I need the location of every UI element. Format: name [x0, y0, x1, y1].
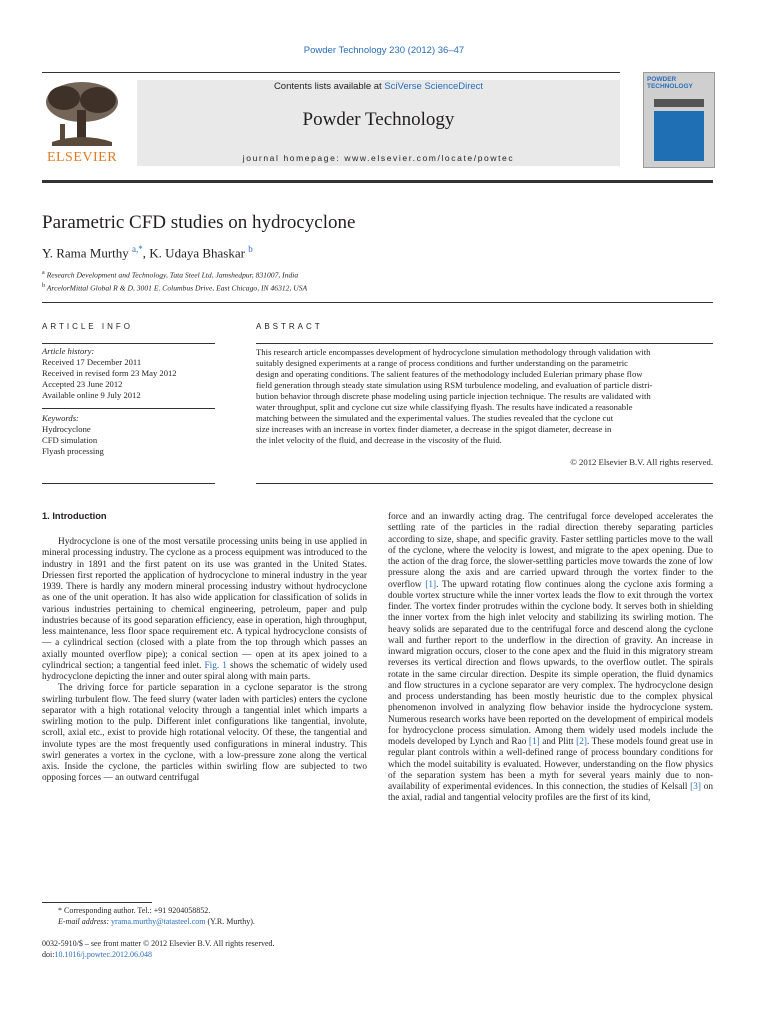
divider: [42, 302, 713, 303]
keyword: CFD simulation: [42, 435, 98, 445]
affiliation-a: Research Development and Technology, Tata Steel Ltd, Jamshedpur, 831007, India: [46, 270, 299, 280]
author-line: [42, 244, 253, 261]
cover-title-line: POWDER: [647, 76, 677, 83]
issn-line: 0032-5910/$ – see front matter © 2012 Elsevier B.V. All rights reserved.: [42, 939, 275, 948]
copyright: © 2012 Elsevier B.V. All rights reserved.: [570, 457, 713, 467]
body-column-right: [388, 512, 713, 805]
divider: [256, 483, 713, 484]
email-link[interactable]: yrama.murthy@tatasteel.com: [111, 916, 206, 926]
figure-link[interactable]: Fig. 1: [204, 660, 227, 671]
article-history: [42, 346, 177, 401]
paragraph: [42, 537, 367, 683]
author-name: , K. Udaya Bhaskar: [142, 245, 245, 261]
abstract-line: field generation through steady state simulation using RSM turbulence modeling, and evaluation of particle distri-: [256, 380, 653, 391]
history-item: Received 17 December 2011: [42, 357, 142, 367]
paragraph-text: shows the schematic of widely used hydrocyclone depicting the inner and outer spiral along with main parts.: [42, 660, 368, 682]
reference-link[interactable]: [3]: [690, 782, 702, 792]
abstract-line: suitably designed experiments at a range of process conditions and further understanding on the parametric: [256, 358, 628, 369]
header-bottom-rule: [42, 180, 713, 183]
abstract-line: matching between the simulated and the experimental values. The studies revealed that the cyclone cut: [256, 413, 614, 424]
footnote: [42, 906, 255, 927]
keywords-label: Keywords:: [42, 413, 79, 423]
abstract-line: size increases with an increase in vortex finder diameter, a decrease in the spigot diameter, decrease in: [256, 424, 612, 435]
body-column-left: [42, 537, 367, 785]
divider: [256, 343, 713, 344]
doi-label: doi:: [42, 950, 55, 959]
affiliations: $^a$ Research Development and Technology, Tata Steel Ltd, Jamshedpur, 831007, India $^b$ ArcelorMittal Global R & D, 3001 E. Columbus Drive, East Chicago, IN 46312, USA: [42, 270, 308, 293]
email-label: E-mail address:: [58, 916, 112, 926]
contents-line: [137, 81, 620, 92]
paragraph-text: . The upward rotating flow continues along the cyclone axis forming a double vortex structure while the inner vortex leads the flow to exit through the vortex finder. The vortex finder protrudes within the cyclone body. It serves both in shielding the inner vortex from the high inlet velocity and stabilizing its swirling motion. The heavy solids are separated due to the centrifugal force and descend along the cyclone wall and further report to the underflow in the direction of gravity. An increase in inward migration occurs, closer to the cone apex and the fluid in this migratory stream reverses its vertical direction and flows upwards, to the overflow outlet. The spirals rotate in the same circular direction. Despite its simple operation, the fluid dynamics and flow structures in a cyclone separator are very complex. The hydrocyclone design and process understanding has been mostly heuristic due to the complex physical phenomenon involved in analyzing flow behavior inside the hydrocyclone system. Numerous research works have been reported on the development of empirical models for hydrocyclone process simulation. Among them widely used models include the models developed by Lynch and Rao: [388, 579, 713, 747]
author-name: Y. Rama Murthy: [42, 245, 129, 261]
doi-link[interactable]: 10.1016/j.powtec.2012.06.048: [54, 950, 152, 959]
elsevier-wordmark: ELSEVIER: [46, 150, 118, 165]
abstract-line: This research article encompasses development of hydrocyclone simulation methodology through validation with: [256, 347, 651, 357]
journal-homepage[interactable]: journal homepage: www.elsevier.com/locate/powtec: [242, 153, 515, 163]
header-top-rule: [42, 72, 620, 73]
divider: [42, 408, 215, 409]
author-affiliation-marker[interactable]: a,*: [132, 244, 143, 254]
contents-prefix: Contents lists available at: [273, 81, 385, 92]
paragraph-text: on the axial, radial and tangential velocity profiles are the first of its kind,: [388, 782, 713, 804]
corresponding-author: * Corresponding author. Tel.: +91 9204058852.: [58, 906, 211, 915]
reference-link[interactable]: [1]: [425, 579, 437, 590]
elsevier-logo: [42, 80, 122, 165]
paragraph: [388, 512, 713, 805]
journal-cover-thumbnail: [643, 72, 715, 168]
abstract-line: bution behavior through discrete phase modeling using particle injection technique. The results are validated with: [256, 391, 651, 402]
paragraph: The driving force for particle separation in a cyclone separator is the strong swirling turbulent flow. The feed slurry (water laden with particles) enters the cyclone separator with a high rotational velocity through a tangential inlet which imparts a swirling motion to the pulp. Different inlet configurations like tangential, involute, scroll, axial etc., exist to provide high rotational velocity. Of these, the tangential and involute types are the most frequently used configurations in mineral industry. This swirl generates a vortex in the cyclone, with a low-pressure zone along the vertical axis. Inside the cyclone, the particles within swirling flow are subjected to two opposing forces — an outward centrifugal: [42, 683, 367, 784]
history-label: Article history:: [42, 346, 95, 356]
sciencedirect-link[interactable]: SciVerse ScienceDirect: [384, 81, 484, 92]
divider: [42, 483, 215, 484]
section-heading-introduction: 1. Introduction: [42, 511, 107, 521]
abstract-line: the inlet velocity of the fluid, and decrease in the viscosity of the fluid.: [256, 435, 502, 446]
article-title: Parametric CFD studies on hydrocyclone: [42, 212, 356, 233]
paragraph-text: . These models found great use in regular plant controls within a well-defined range of process boundary conditions for which the model suitability is evaluated. However, understanding on the flow physics of the separation system has been a myth for several years mainly due to non-availability of experimental evidences. In this connection, the studies of Kelsall: [388, 737, 713, 792]
paragraph-text: and Plitt: [539, 737, 577, 747]
email-suffix: (Y.R. Murthy).: [205, 916, 255, 926]
affiliation-b: ArcelorMittal Global R & D, 3001 E. Columbus Drive, East Chicago, IN 46312, USA: [46, 283, 308, 293]
footnote-rule: [42, 902, 152, 903]
article-info-heading: ARTICLE INFO: [42, 322, 133, 331]
journal-title: Powder Technology: [302, 109, 455, 130]
reference-link[interactable]: [1]: [528, 737, 540, 747]
abstract-heading: ABSTRACT: [256, 322, 323, 331]
paragraph-text: Hydrocyclone is one of the most versatile processing units being in use applied in mineral processing industry. The cyclone as a process equipment was introduced to the industry in 1891 and the first patent on its use was granted in the United States. Driessen first reported the application of hydrocyclone to mineral industry in the year 1939. There is hardly any modern mineral processing industry without hydrocyclone as one of the unit operation. It has also wide application for classification of solids in various industries pertaining to chemical engineering, petroleum, paper and pulp industries because of its good separation efficiency, ease in operation, high throughput, less maintenance, less floor space requirement etc. A typical hydrocyclone consists of — a cylindrical section (closed with a plate from the top through which passes an axially mounted overflow pipe); a conical section — open at its apex joined to a cylindrical section; a tangential feed inlet.: [42, 537, 367, 671]
keywords: [42, 413, 104, 457]
author-affiliation-marker[interactable]: b: [248, 244, 253, 254]
reference-link[interactable]: [2]: [576, 737, 587, 747]
history-item: Accepted 23 June 2012: [42, 379, 123, 389]
keyword: Hydrocyclone: [42, 424, 91, 434]
keyword: Flyash processing: [42, 446, 104, 456]
cover-title-line: TECHNOLOGY: [647, 83, 693, 90]
divider: [42, 343, 215, 344]
abstract-line: water throughput, split and cyclone cut size while classifying flyash. The results have indicated a reasonable: [256, 402, 633, 413]
paragraph-text: force and an inwardly acting drag. The centrifugal force developed accelerates the settling rate of the particles in the radial direction thereby separating particles according to size, shape, and specific gravity. Faster settling particles move to the wall of the cyclone, where the velocity is lowest, and migrate to the apex opening. Due to the action of the drag force, the slower-settling particles move towards the zone of low pressure along the axis and are carried upward through the vortex finder to the overflow: [388, 512, 713, 590]
issn-doi: [42, 938, 275, 960]
history-item: Available online 9 July 2012: [42, 390, 141, 400]
journal-reference[interactable]: Powder Technology 230 (2012) 36–47: [303, 45, 465, 56]
abstract-line: design and operating conditions. The salient features of the methodology included Eulerian primary phase flow: [256, 369, 643, 380]
abstract-text: [256, 347, 713, 446]
history-item: Received in revised form 23 May 2012: [42, 368, 177, 378]
